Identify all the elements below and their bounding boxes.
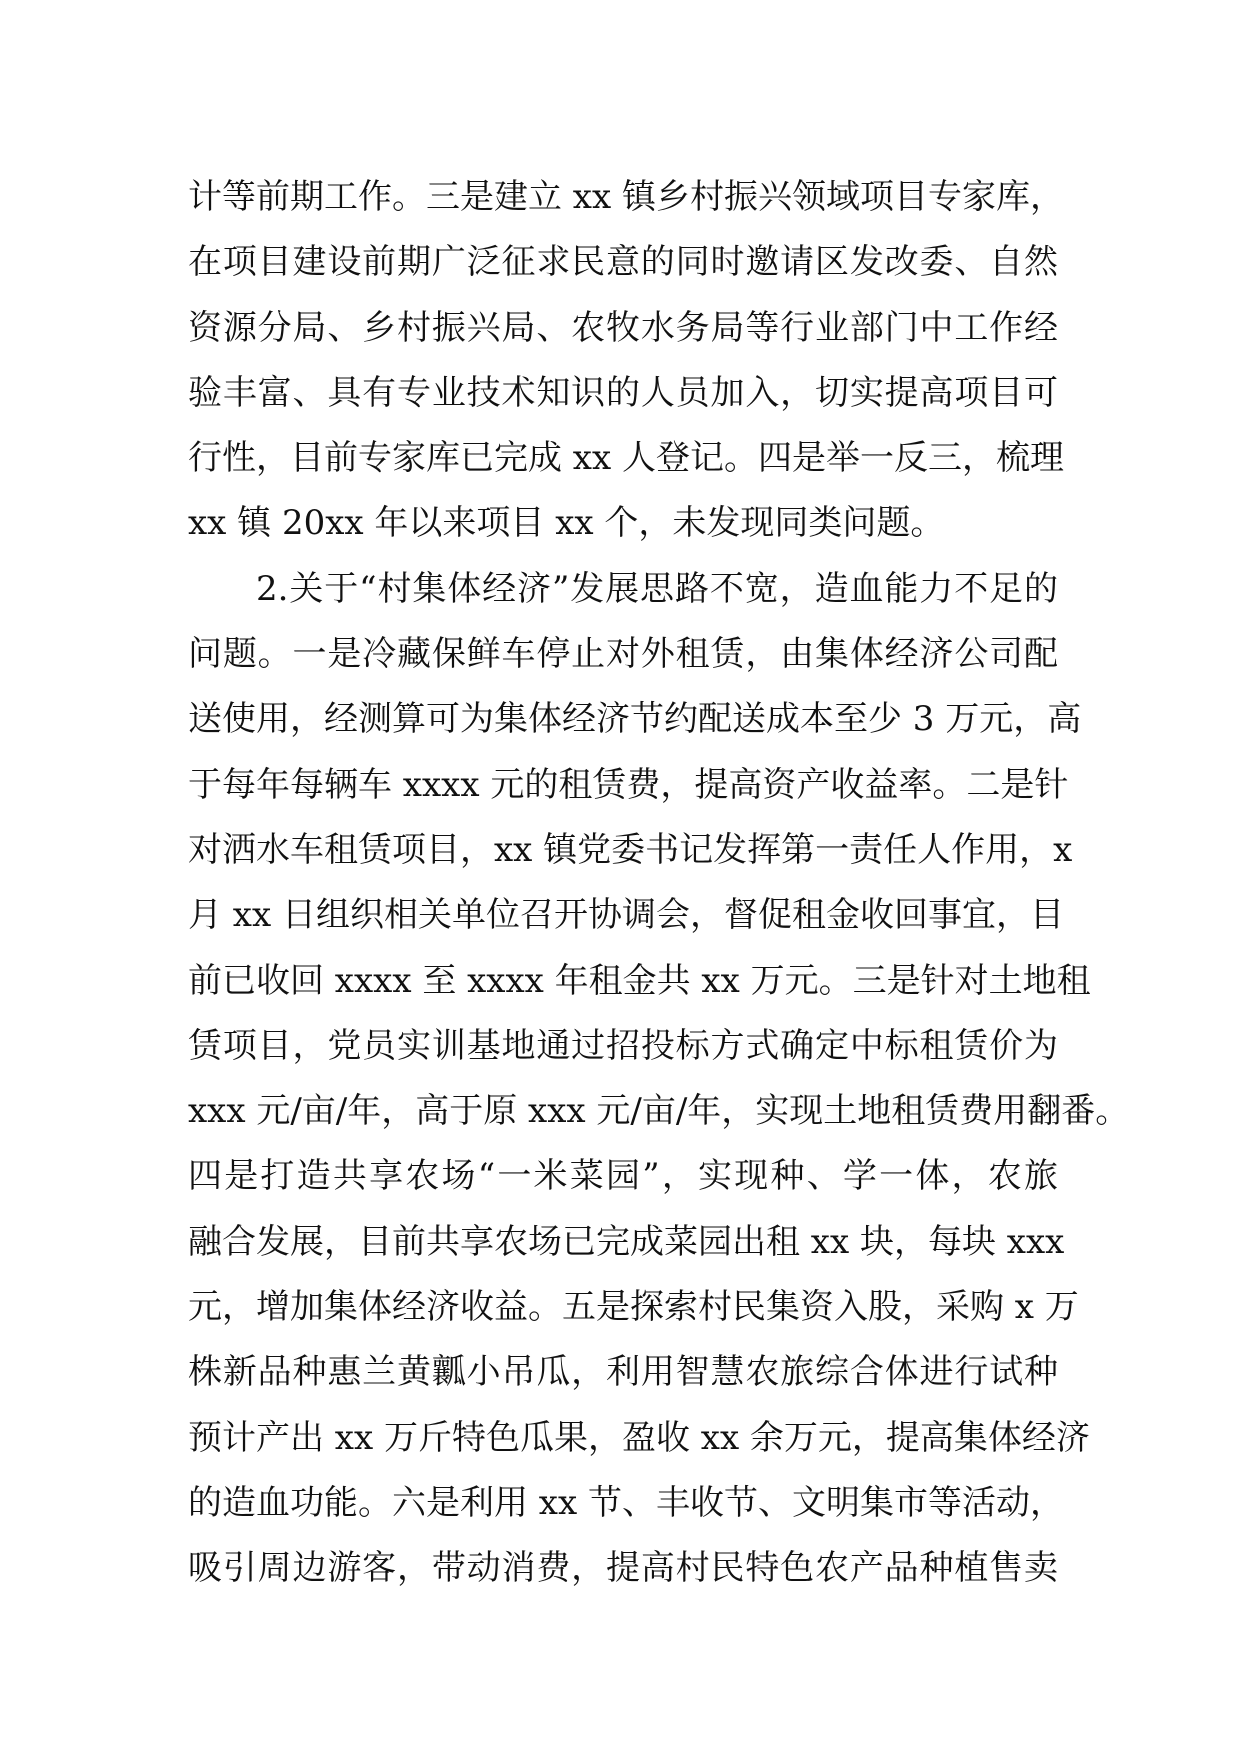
text-line: 对洒水车租赁项目，xx 镇党委书记发挥第一责任人作用，x	[188, 829, 1073, 870]
text-line: 前已收回 xxxx 至 xxxx 年租金共 xx 万元。三是针对土地租	[188, 960, 1091, 1001]
text-line: 资源分局、乡村振兴局、农牧水务局等行业部门中工作经	[188, 307, 1058, 348]
paragraph-2	[188, 557, 1130, 1602]
text-line: 行性，目前专家库已完成 xx 人登记。四是举一反三，梳理	[188, 438, 1064, 479]
text-line: xxx 元/亩/年，高于原 xxx 元/亩/年，实现土地租赁费用翻番。	[188, 1091, 1130, 1132]
text-line: 于每年每辆车 xxxx 元的租赁费，提高资产收益率。二是针	[188, 764, 1069, 805]
text-line: 送使用，经测算可为集体经济节约配送成本至少 3 万元，高	[188, 699, 1082, 740]
text-line: 月 xx 日组织相关单位召开协调会，督促租金收回事宜，目	[188, 895, 1064, 936]
text-line: 元，增加集体经济收益。五是探索村民集资入股，采购 x 万	[188, 1287, 1079, 1328]
text-line: 2.关于“村集体经济”发展思路不宽，造血能力不足的	[256, 568, 1058, 609]
text-line: 株新品种惠兰黄瓤小吊瓜，利用智慧农旅综合体进行试种	[188, 1352, 1058, 1393]
text-line: 融合发展，目前共享农场已完成菜园出租 xx 块，每块 xxx	[188, 1221, 1065, 1262]
text-line: 预计产出 xx 万斤特色瓜果，盈收 xx 余万元，提高集体经济	[188, 1417, 1090, 1458]
text-line: 四是打造共享农场“一米菜园”，实现种、学一体，农旅	[188, 1156, 1058, 1197]
text-line: 验丰富、具有专业技术知识的人员加入，切实提高项目可	[188, 372, 1058, 413]
text-line: 计等前期工作。三是建立 xx 镇乡村振兴领域项目专家库，	[188, 177, 1064, 217]
text-line: 赁项目，党员实训基地通过招投标方式确定中标租赁价为	[188, 1025, 1058, 1066]
text-line: 在项目建设前期广泛征求民意的同时邀请区发改委、自然	[188, 242, 1058, 283]
text-line: 吸引周边游客，带动消费，提高村民特色农产品种植售卖	[188, 1548, 1058, 1589]
text-line: xx 镇 20xx 年以来项目 xx 个，未发现同类问题。	[188, 503, 945, 544]
body-text	[188, 165, 1130, 1602]
paragraph-1	[188, 165, 1064, 557]
text-line: 的造血功能。六是利用 xx 节、丰收节、文明集市等活动，	[188, 1482, 1064, 1523]
text-line: 问题。一是冷藏保鲜车停止对外租赁，由集体经济公司配	[188, 634, 1058, 675]
